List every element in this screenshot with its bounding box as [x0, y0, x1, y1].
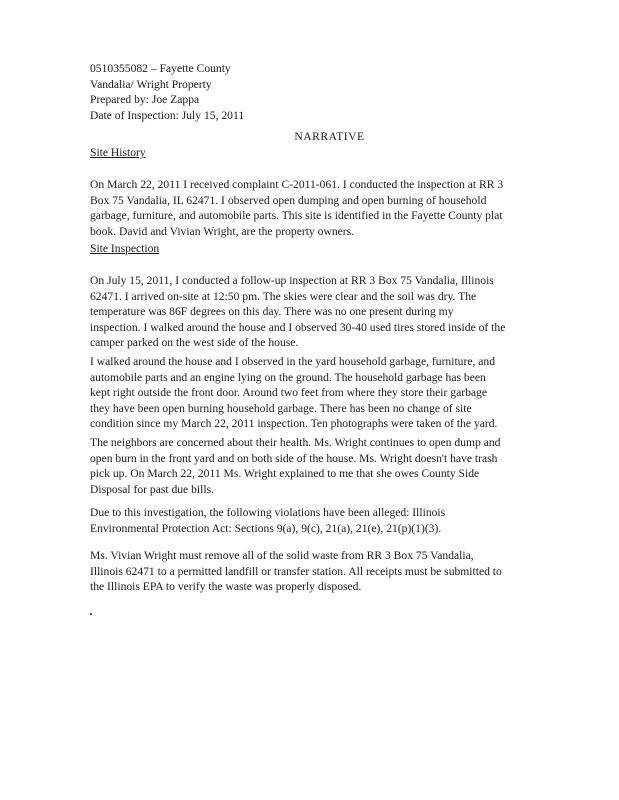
header-property-name: Vandalia/ Wright Property: [90, 77, 212, 91]
site-inspection-paragraph-2: [90, 354, 530, 432]
paragraph-line: automobile parts and an engine lying on the ground. The household garbage has been: [90, 370, 486, 384]
paragraph-line: Ms. Vivian Wright must remove all of the solid waste from RR 3 Box 75 Vandalia,: [90, 549, 474, 562]
paragraph-line: book. David and Vivian Wright, are the property owners.: [90, 224, 355, 238]
paragraph-line: The neighbors are concerned about their health. Ms. Wright continues to open dump and: [90, 436, 501, 449]
paragraph-line: Due to this investigation, the following violations have been alleged: Illinois: [90, 506, 446, 519]
paragraph-line: On July 15, 2011, I conducted a follow-up inspection at RR 3 Box 75 Vandalia, Illinois: [90, 274, 494, 287]
site-inspection-paragraph-3: [90, 435, 530, 497]
paragraph-line: kept right outside the front door. Around two feet from where they store their garbage: [90, 386, 487, 399]
paragraph-line: Environmental Protection Act: Sections 9(a), 9(c), 21(a), 21(e), 21(p)(1)(3).: [90, 521, 442, 535]
paragraph-line: the Illinois EPA to verify the waste was properly disposed.: [90, 580, 362, 593]
paragraph-line: condition since my March 22, 2011 inspection. Ten photographs were taken of the yard.: [90, 417, 498, 430]
site-inspection-paragraph-4: [90, 505, 530, 536]
paragraph-line: inspection. I walked around the house and I observed 30-40 used tires stored inside of the: [90, 320, 506, 334]
site-inspection-heading: Site Inspection: [90, 242, 160, 255]
header-inspection-date: Date of Inspection: July 15, 2011: [90, 108, 245, 122]
paragraph-line: camper parked on the west side of the house.: [90, 336, 299, 349]
site-inspection-paragraph-1: [90, 273, 530, 351]
paragraph-line: Box 75 Vandalia, IL 62471. I observed open dumping and open burning of household: [90, 193, 487, 207]
paragraph-line: On March 22, 2011 I received complaint C-2011-061. I conducted the inspection at RR 3: [90, 178, 504, 191]
paragraph-line: they have been open burning household garbage. There has been no change of site: [90, 401, 472, 415]
header-prepared-by: Prepared by: Joe Zappa: [90, 93, 200, 106]
paragraph-line: garbage, furniture, and automobile parts. This site is identified in the Fayette County plat: [90, 209, 503, 222]
paragraph-line: I walked around the house and I observed in the yard household garbage, furniture, and: [90, 355, 496, 368]
paragraph-line: Disposal for past due bills.: [90, 482, 214, 496]
document-header: [90, 61, 510, 123]
paragraph-line: open burn in the front yard and on both side of the house. Ms. Wright doesn't have trash: [90, 451, 498, 465]
paragraph-line: temperature was 86F degrees on this day. There was no one present during my: [90, 305, 454, 318]
header-file-number: 0510355082 – Fayette County: [90, 62, 231, 75]
paragraph-line: pick up. On March 22, 2011 Ms. Wright explained to me that she owes County Side: [90, 467, 480, 480]
scan-artifact: [90, 613, 92, 615]
site-history-heading: Site History: [90, 146, 146, 159]
paragraph-line: Illinois 62471 to a permitted landfill or transfer station. All receipts must be submitted to: [90, 564, 502, 578]
document-title: NARRATIVE: [294, 130, 365, 143]
paragraph-line: 62471. I arrived on-site at 12:50 pm. The skies were clear and the soil was dry. The: [90, 289, 477, 303]
site-inspection-paragraph-5: [90, 548, 530, 595]
site-history-paragraph: [90, 177, 530, 239]
